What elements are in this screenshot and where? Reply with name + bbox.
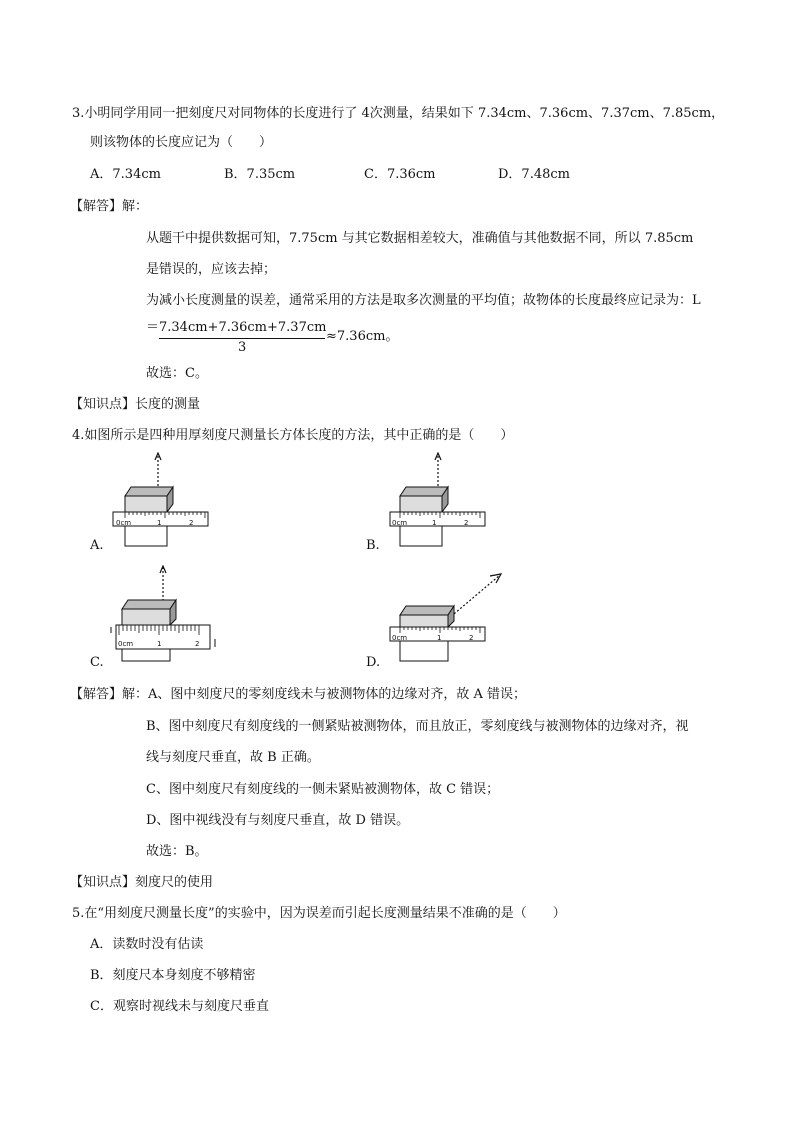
q5-option-a: A．读数时没有估读 xyxy=(90,937,204,952)
q3-choose: 故选：C。 xyxy=(146,366,208,381)
q4-answer-line5: D、图中视线没有与刻度尺垂直，故 D 错误。 xyxy=(146,813,410,828)
figure-d-drawing xyxy=(382,565,512,665)
figure-b-drawing xyxy=(382,452,492,552)
figure-d-label: D. xyxy=(366,655,381,670)
figure-a-drawing xyxy=(105,452,215,552)
q3-stem-line2: 则该物体的长度应记为（ ） xyxy=(90,135,273,150)
formula-equals: ＝ xyxy=(146,320,160,335)
figure-d xyxy=(382,565,512,665)
figure-a-label: A. xyxy=(90,538,104,553)
q3-option-d: D．7.48cm xyxy=(498,167,570,182)
ruler-one-label: 1 xyxy=(157,640,162,648)
q3-analysis-line1: 从题干中提供数据可知，7.75cm 与其它数据相差较大，准确值与其他数据不同，所以 7.85cm xyxy=(146,231,694,246)
q5-stem: 5.在“用刻度尺测量长度”的实验中，因为误差而引起长度测量结果不准确的是（ ） xyxy=(72,906,566,921)
figure-c xyxy=(105,565,220,665)
q4-answer-line1: 【解答】解：A、图中刻度尺的零刻度线未与被测物体的边缘对齐，故 A 错误； xyxy=(70,687,527,702)
q4-answer-line4: C、图中刻度尺有刻度线的一侧未紧贴被测物体，故 C 错误； xyxy=(146,782,500,797)
q5-option-c: C．观察时视线未与刻度尺垂直 xyxy=(90,999,269,1014)
ruler-zero-label: 0cm xyxy=(116,519,132,527)
ruler-two-label: 2 xyxy=(469,634,474,642)
q3-option-c: C．7.36cm xyxy=(364,167,436,182)
ruler-one-label: 1 xyxy=(157,519,162,527)
q4-answer-line2: B、图中刻度尺有刻度线的一侧紧贴被测物体，而且放正，零刻度线与被测物体的边缘对齐，视 xyxy=(146,719,689,734)
q3-stem-line1: 3.小明同学用同一把刻度尺对同物体的长度进行了 4次测量，结果如下 7.34cm、7.36cm、7.37cm、7.85cm， xyxy=(72,106,725,121)
q4-knowledge-point: 【知识点】刻度尺的使用 xyxy=(70,875,214,890)
ruler-zero-label: 0cm xyxy=(118,640,134,648)
figure-c-label: C. xyxy=(90,655,104,670)
q3-option-b: B．7.35cm xyxy=(224,167,296,182)
ruler-zero-label: 0cm xyxy=(392,519,408,527)
q3-option-a: A．7.34cm xyxy=(90,167,161,182)
formula-numerator: 7.34cm+7.36cm+7.37cm xyxy=(159,320,327,335)
ruler-two-label: 2 xyxy=(195,640,200,648)
q4-answer-line3: 线与刻度尺垂直，故 B 正确。 xyxy=(146,750,320,765)
q4-choose: 故选：B。 xyxy=(146,844,208,859)
ruler-one-label: 1 xyxy=(432,519,437,527)
figure-a xyxy=(105,452,215,552)
formula-denominator: 3 xyxy=(238,340,247,355)
ruler-two-label: 2 xyxy=(464,519,469,527)
formula-result: ≈7.36cm。 xyxy=(326,329,399,344)
fraction-bar xyxy=(159,338,325,339)
ruler-two-label: 2 xyxy=(189,519,194,527)
q3-knowledge-point: 【知识点】长度的测量 xyxy=(70,397,201,412)
figure-b-label: B. xyxy=(366,538,380,553)
q3-answer-label: 【解答】解： xyxy=(70,199,149,214)
figure-b xyxy=(382,452,492,552)
figure-c-drawing xyxy=(105,565,220,665)
q3-analysis-line2: 是错误的，应该去掉； xyxy=(146,262,277,277)
ruler-zero-label: 0cm xyxy=(392,634,408,642)
ruler-one-label: 1 xyxy=(437,634,442,642)
q4-stem: 4.如图所示是四种用厚刻度尺测量长方体长度的方法，其中正确的是（ ） xyxy=(72,428,514,443)
q5-option-b: B．刻度尺本身刻度不够精密 xyxy=(90,968,256,983)
q3-analysis-line3: 为减小长度测量的误差，通常采用的方法是取多次测量的平均值；故物体的长度最终应记录为：L xyxy=(146,293,701,308)
